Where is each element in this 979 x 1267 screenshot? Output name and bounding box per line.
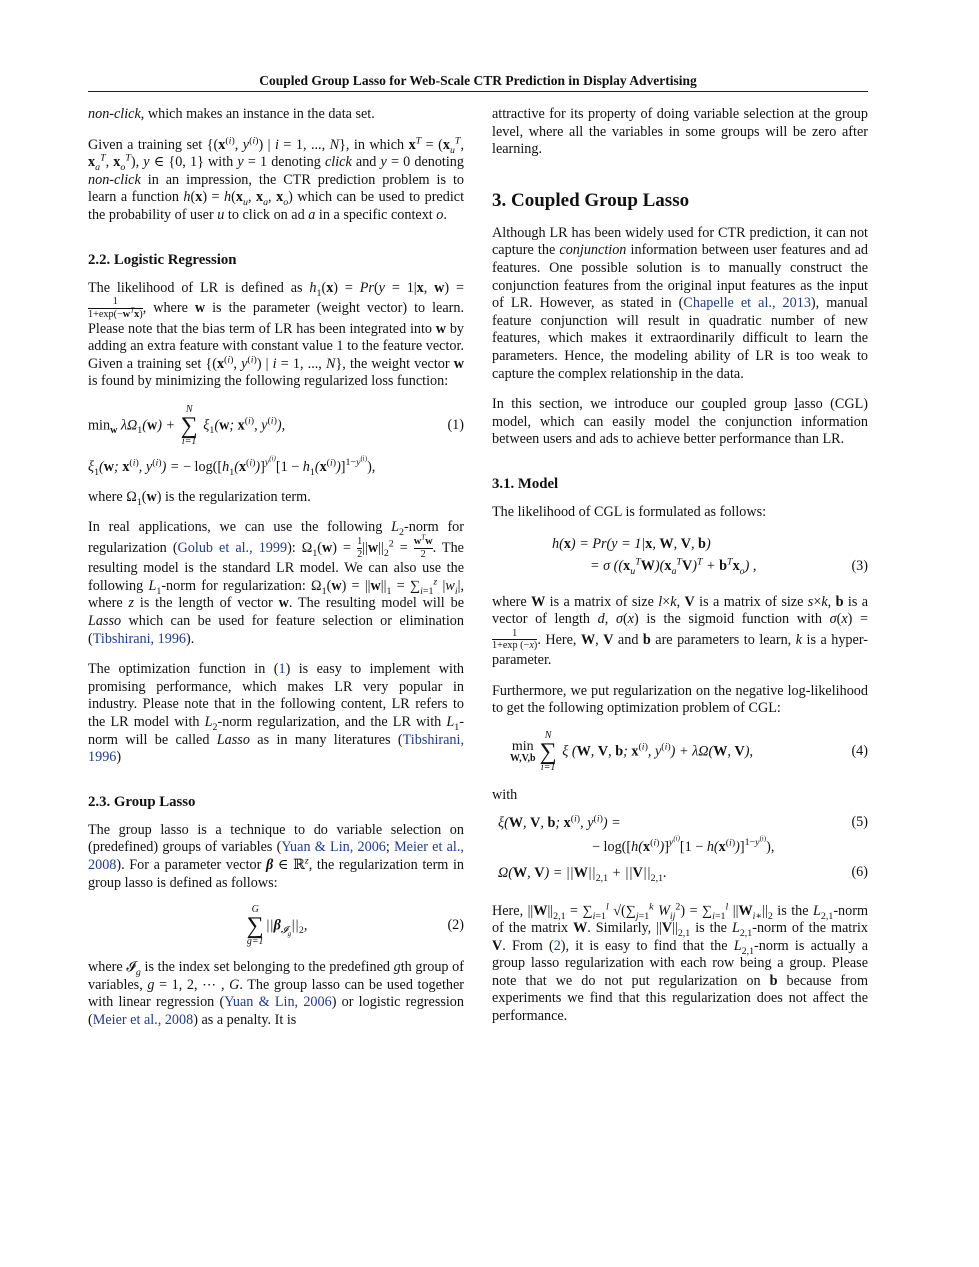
paragraph-cgl-params: where W is a matrix of size l×k, V is a matrix of size s×k, b is a vector of length d, σ(x) is the sigmoid function with σ(x) = $\frac{1}{1+\exp (-x)}$ . Here, W, V and b are parameters to learn, k is a hyper-parameter. (492, 593, 869, 669)
paragraph-l21-norm: Here, $||W||_{2,1} = \sum_{i=1}^l$ $√(\sum_{j=1}^k$ $W_{ij}^2) = \sum_{i=1}^l$ $||W_{i∗}||_2$ is the $L_{2,1}$-norm of the matrix W. Similarly, $||V||_{2,1}$ is the $L_{2,1}$-norm of the matrix V. From (2), it is easy to find that the $L_{2,1}$-norm is actually a group lasso regularization with each row being a group. Please note that we do not put regularization on b because from experiments we find that this regularization does not affect the performance. (492, 900, 869, 1025)
paragraph-lr-likelihood: The likelihood of LR is defined as $h_1(x) = Pr(y = 1|x$, w) = $\frac{1}{1+\exp(-w^Tx)}$ , where w is the parameter (weight vector) to learn. Please note that the bias term of LR has been integrated into w by adding an extra feature with constant value 1 to the feature vector. Given a training set {($x^{(i)}$, $y^{(i)}$) | i = 1, ..., N}, the weight vector w is found by minimizing the following regularized loss function: (88, 279, 465, 390)
equation-4-number: (4) (851, 743, 868, 760)
paragraph-index-set: where 𝓘$_g$ is the index set belonging to the predefined gth group of variables, g = 1, 2, ⋯ , G. The group lasso can be used together with linear regression (Yuan & Lin, 2006) or logistic regression (Meier et al., 2008) as a penalty. It is (88, 959, 464, 1028)
paragraph-l2-l1-norm: In real applications, we can use the following $L_2$-norm for regularization (Golub et al., 1999): $\Omega_1(w)$ = $\frac{1}{2}$ $||w||_2^2$ = $\frac{w^Tw}{2}$ . The resulting model is the standard LR model. We can also use the following $L_1$-norm for regularization: $\Omega_1(w) = ||w||_1 = \sum_{i=1}^z$ $|w_i|$, where z is the length of vector w. The resulting model will be Lasso which can be used for feature selection or elimination (Tibshirani, 1996). (88, 519, 465, 647)
equation-5-number: (5) (851, 813, 868, 830)
paragraph-group-lasso: The group lasso is a technique to do variable selection on (predefined) groups of variables (Yuan & Lin, 2006; Meier et al., 2008). For a parameter vector β ∈ ℝ$^z$, the regularization term in group lasso is defined as follows: (88, 821, 465, 891)
paragraph-regularization-term: where $\Omega_1(w)$ is the regularization term. (88, 488, 311, 508)
paragraph-optimization: The optimization function in (1) is easy to implement with promising performance, which makes LR very popular in industry. Please note that in the following content, LR refers to the LR model with $L_2$-norm regularization, and the LR with $L_1$-norm will be called Lasso as in many literatures (Tibshirani, 1996) (88, 661, 465, 766)
running-title: Coupled Group Lasso for Web-Scale CTR Prediction in Display Advertising (259, 73, 697, 88)
equation-5-6: ξ(W, V, b; $x^{(i)}$, $y^{(i)}$) = (5) − $\log([h(x^{(i)})]^{y^{(i)}}[1 - h(x^{(i)})]^{1-y^{(i)}})$, Ω(W, $V) = ||W||_{2,1} + ||V||_{2,1}$. (6) (498, 812, 868, 884)
section-3-1-title: 3.1. Model (492, 475, 559, 492)
equation-2-number: (2) (447, 917, 464, 934)
section-3-title: 3. Coupled Group Lasso (492, 189, 690, 211)
equation-4: min W,V,b N ∑ i=1 ξ (W, V, b; $x^{(i)}$, $y^{(i)}) + \lambda\Omega(W$, V), (4) (510, 729, 868, 773)
paragraph-cgl-regularization: Furthermore, we put regularization on the negative log-likelihood to get the following optimization problem of CGL: (492, 682, 868, 717)
equation-6-number: (6) (851, 863, 868, 880)
paragraph-cgl-likelihood: The likelihood of CGL is formulated as follows: (492, 503, 767, 520)
paragraph-training-set: Given a training set {($x^{(i)}$, $y^{(i)}$) | i = 1, ..., N}, in which $x^T = (x_u^T$, $x_a^T$, $x_o^T$), y ∈ {0, 1} with y = 1 denoting click and y = 0 denoting non-click in an impression, the CTR prediction problem is to learn a function $h(x) = h(x_u$, $x_a$, $x_o$) which can be used to predict the probability of user u to click on ad a in a specific context o. (88, 134, 465, 223)
equation-2: G ∑ g=1 $||\beta_{𝓘_g}||_2$, (2) (246, 904, 464, 948)
left-column (88, 106, 464, 1043)
equation-1-loss: $\xi_1(w$; $x^{(i)}$, $y^{(i)}$) = − $\log([h_1(x^{(i)})]^{y^{(i)}}[1 - h_1(x^{(i)})]^{1-y^{(i)}})$, (88, 454, 376, 478)
right-column (492, 106, 868, 1039)
section-2-3-title: 2.3. Group Lasso (88, 793, 196, 810)
equation-1-number: (1) (447, 417, 464, 434)
paragraph-with: with (492, 786, 518, 803)
paragraph-lr-limitation: Although LR has been widely used for CTR prediction, it can not capture the conjunction information between user features and ad features. One possible solution is to manually construct the conjunction features from the original input features as the input of LR. However, as stated in (Chapelle et al., 2013), manual feature conjunction will result in quadratic number of new features, which makes it extraordinarily difficult to learn the parameters. Hence, the modeling ability of LR is too weak to capture the complex relationship in the data. (492, 224, 868, 382)
equation-1: $\min_w \lambda\Omega_1(w)$ + N ∑ i=1 $\xi_1(w$; $x^{(i)}$, $y^{(i)}$), (1) (88, 403, 464, 447)
paragraph-attractive: attractive for its property of doing variable selection at the group level, where all the variables in some groups will be zero after learning. (492, 106, 868, 158)
header-rule (88, 91, 868, 92)
equation-3: h(x) = Pr(y = 1|x, W, V, b) = σ $((x_u^TW)(x_a^TV)^T + b^Tx_o)$ , (3) (552, 535, 868, 577)
section-2-2-title: 2.2. Logistic Regression (88, 251, 237, 268)
paragraph-non-click: non-click, which makes an instance in the data set. (88, 106, 375, 122)
paragraph-cgl-intro: In this section, we introduce our coupled group lasso (CGL) model, which can easily model the conjunction information between users and ads to achieve better performance than LR. (492, 396, 868, 448)
equation-3-number: (3) (851, 557, 868, 574)
